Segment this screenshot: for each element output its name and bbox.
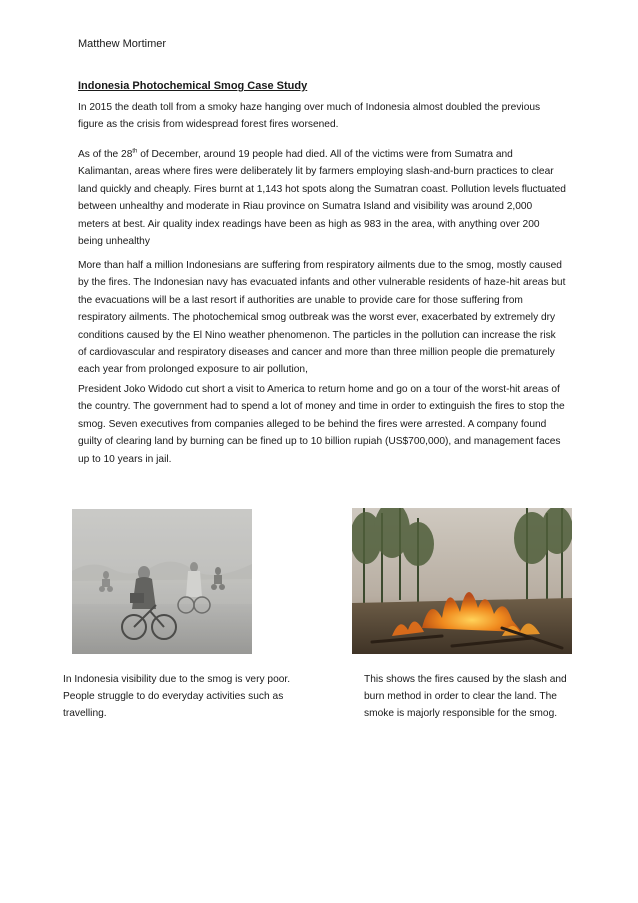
paragraph-death-toll-start: As of the 28 xyxy=(78,149,133,160)
paragraph-death-toll xyxy=(78,146,566,250)
forest-fire-photo xyxy=(352,508,572,654)
fire-photo-caption: This shows the fires caused by the slash and burn method in order to clear the land. The smoke is majorly responsible for the smog. xyxy=(364,674,567,720)
paragraph-government-response: President Joko Widodo cut short a visit to America to return home and go on a tour of the worst-hit areas of the country. The government had to spend a lot of money and time in order to extinguish the fires to stop the smog. Seven executives from companies alleged to be behind the fires were arrested. A company found guilty of clearing land by burning can be fined up to 10 billion rupiah (US$700,000), and management faces up to 10 years in jail. xyxy=(78,384,565,465)
document-title: Indonesia Photochemical Smog Case Study xyxy=(78,80,308,92)
ordinal-suffix: th xyxy=(132,148,138,155)
paragraph-death-toll-rest: of December, around 19 people had died. All of the victims were from Sumatra and Kalimantan, areas where fires were deliberately lit by farmers employing slash-and-burn practices to clear land quickly and cheaply. Fires burnt at 1,143 hot spots along the Sumatran coast. Pollution levels fluctuated between unhealthy and moderate in Riau province on Sumatra Island and visibility was around 2,000 meters at best. Air quality index readings have been as high as 983 in the area, with anything over 200 being unhealthy xyxy=(78,149,566,248)
paragraph-intro: In 2015 the death toll from a smoky haze hanging over much of Indonesia almost doubled the previous figure as the crisis from widespread forest fires worsened. xyxy=(78,102,541,131)
smog-photo-caption: In Indonesia visibility due to the smog is very poor. People struggle to do everyday activities such as travelling. xyxy=(63,674,291,720)
author-name: Matthew Mortimer xyxy=(78,38,167,50)
smog-cyclists-photo xyxy=(72,509,252,654)
paragraph-health-effects: More than half a million Indonesians are suffering from respiratory ailments due to the smog, mostly caused by the fires. The Indonesian navy has evacuated infants and other vulnerable residents of haze-hit areas but the evacuations will be a last resort if authorities are unable to provide care for those suffering from respiratory ailments. The photochemical smog outbreak was the worst ever, exacerbated by extremely dry conditions caused by the El Nino weather phenomenon. The particles in the pollution can increase the risk of cardiovascular and respiratory diseases and cancer and more than three million people die prematurely each year from prolonged exposure to air pollution, xyxy=(78,260,566,376)
